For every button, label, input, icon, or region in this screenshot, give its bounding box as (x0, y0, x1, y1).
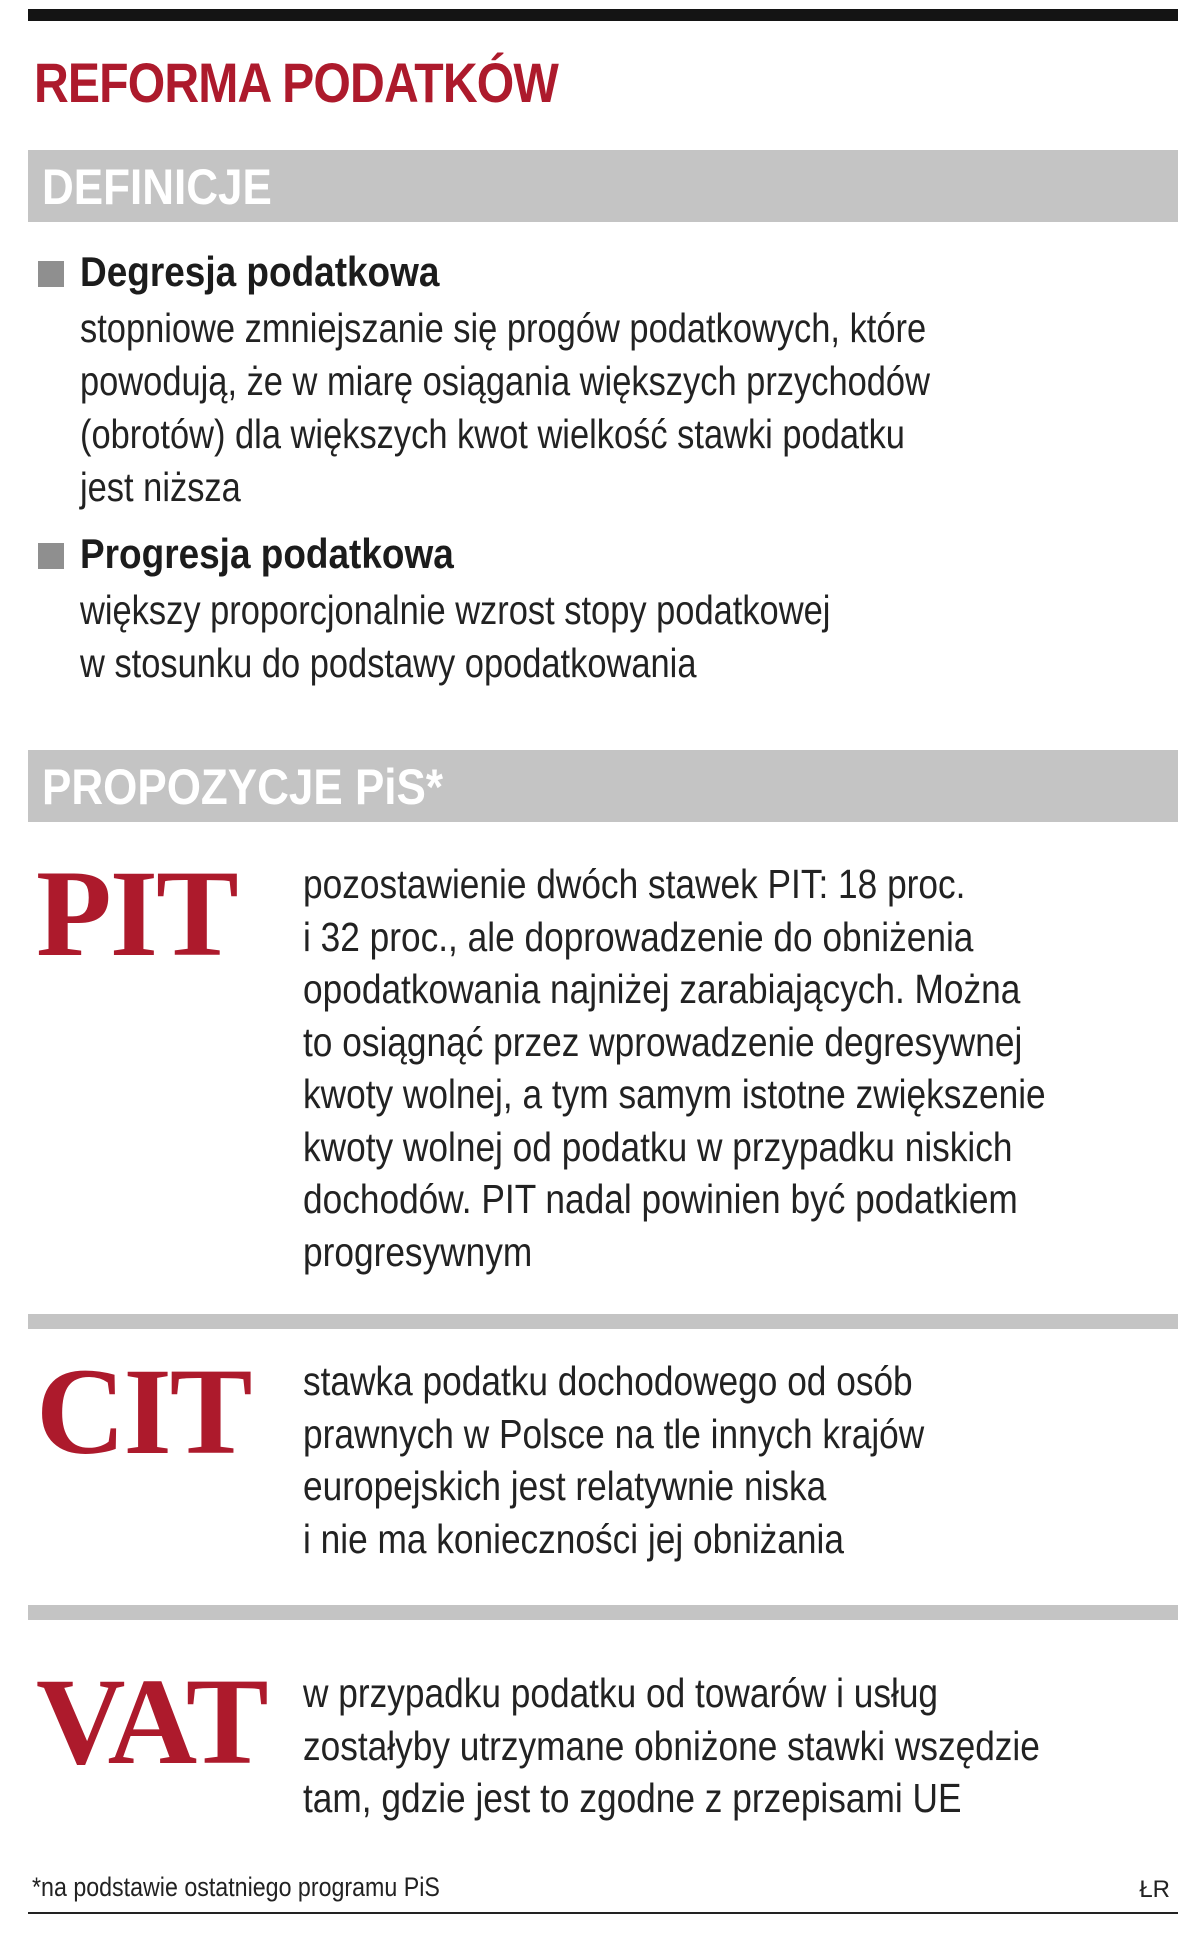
proposal-label-pit: PIT (36, 845, 237, 982)
proposal-line: to osiągnąć przez wprowadzenie degresywnej (303, 1018, 1023, 1065)
definition-line: w stosunku do podstawy opodatkowania (80, 640, 697, 686)
definition-line: jest niższa (80, 464, 241, 510)
bottom-rule (28, 1912, 1178, 1914)
proposal-line: i 32 proc., ale doprowadzenie do obniżenia (303, 913, 974, 960)
proposal-line: progresywnym (303, 1228, 533, 1275)
proposal-text-cit (303, 1355, 1163, 1565)
definition-description (80, 584, 1088, 690)
proposal-line: dochodów. PIT nadal powinien być podatkiem (303, 1176, 1018, 1222)
proposals-header-band (28, 750, 1178, 822)
proposal-label-vat: VAT (36, 1653, 267, 1790)
definitions-header: DEFINICJE (42, 159, 272, 215)
proposal-line: tam, gdzie jest to zgodne z przepisami UE (303, 1775, 962, 1821)
proposal-line: pozostawienie dwóch stawek PIT: 18 proc. (303, 861, 966, 907)
definitions-header-band (28, 150, 1178, 222)
page-title: REFORMA PODATKÓW (34, 51, 558, 114)
proposal-line: stawka podatku dochodowego od osób (303, 1358, 913, 1404)
proposal-line: prawnych w Polsce na tle innych krajów (303, 1410, 925, 1457)
definition-description (80, 302, 1088, 514)
definition-term: Degresja podatkowa (80, 248, 440, 295)
definition-line: stopniowe zmniejszanie się progów podatkowych, które (80, 305, 927, 351)
proposal-line: i nie ma konieczności jej obniżania (303, 1515, 844, 1562)
section-divider (28, 1605, 1178, 1620)
proposal-label-cit: CIT (36, 1343, 251, 1480)
proposal-text-vat (303, 1667, 1163, 1825)
footnote: *na podstawie ostatniego programu PiS (32, 1872, 440, 1902)
definition-term: Progresja podatkowa (80, 530, 454, 577)
square-bullet-icon (38, 543, 64, 569)
proposal-line: kwoty wolnej, a tym samym istotne zwiększenie (303, 1071, 1046, 1117)
proposal-line: zostałyby utrzymane obniżone stawki wszędzie (303, 1722, 1040, 1769)
proposal-text-pit (303, 858, 1163, 1278)
square-bullet-icon (38, 261, 64, 287)
author-credit: ŁR (1139, 1876, 1170, 1903)
definition-line: (obrotów) dla większych kwot wielkość stawki podatku (80, 411, 905, 457)
proposals-header: PROPOZYCJE PiS* (42, 759, 444, 815)
proposal-line: europejskich jest relatywnie niska (303, 1463, 827, 1509)
section-divider (28, 1314, 1178, 1329)
definition-line: większy proporcjonalnie wzrost stopy podatkowej (80, 587, 831, 633)
definition-line: powodują, że w miarę osiągania większych przychodów (80, 358, 930, 404)
proposal-line: opodatkowania najniżej zarabiających. Można (303, 966, 1021, 1012)
top-rule (28, 9, 1178, 21)
proposal-line: w przypadku podatku od towarów i usług (303, 1670, 939, 1716)
proposal-line: kwoty wolnej od podatku w przypadku niskich (303, 1123, 1013, 1170)
